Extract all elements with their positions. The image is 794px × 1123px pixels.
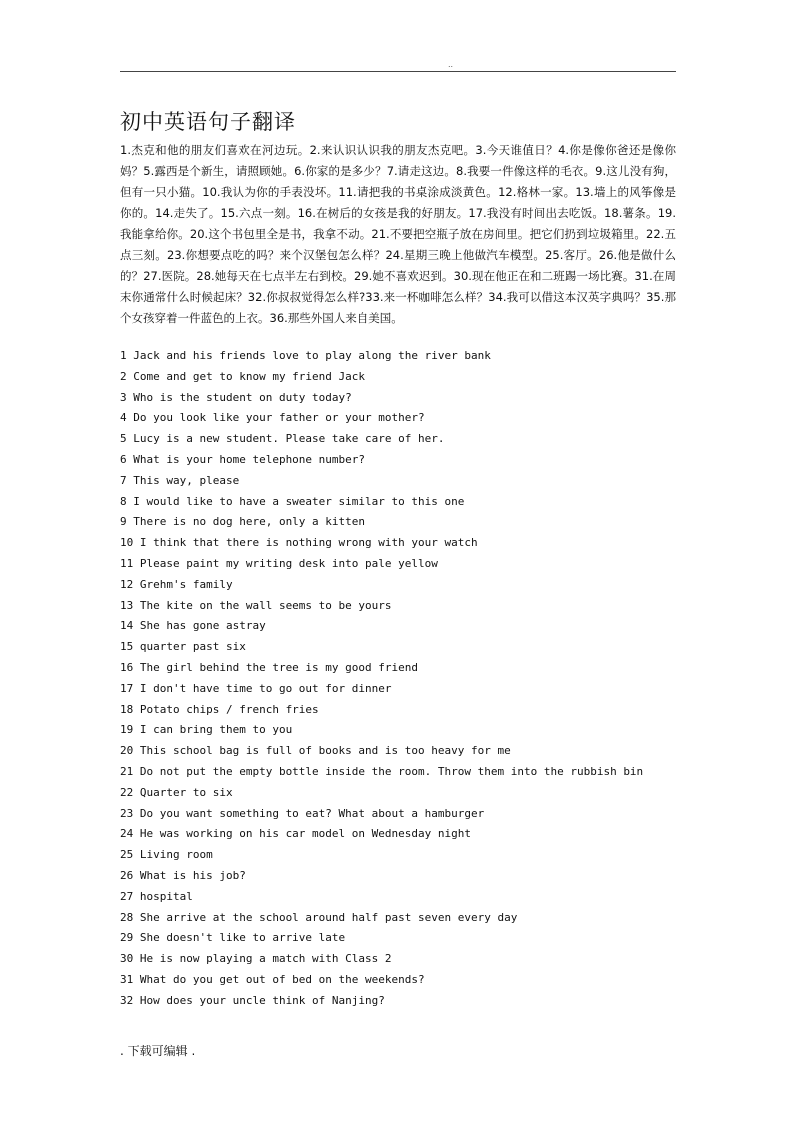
header-rule xyxy=(120,71,676,72)
english-sentence-item: 8 I would like to have a sweater similar to this one xyxy=(120,494,465,508)
english-sentence-item: 24 He was working on his car model on Wednesday night xyxy=(120,827,471,841)
english-sentence-item: 1 Jack and his friends love to play along the river bank xyxy=(120,349,491,362)
english-sentence-item: 23 Do you want something to eat? What about a hamburger xyxy=(120,806,485,820)
english-sentence-item: 21 Do not put the empty bottle inside the room. Throw them into the rubbish bin xyxy=(120,764,644,778)
page-title: 初中英语句子翻译 xyxy=(120,110,296,134)
english-sentence-item: 5 Lucy is a new student. Please take care of her. xyxy=(120,432,445,446)
english-sentence-item: 10 I think that there is nothing wrong with your watch xyxy=(120,536,478,550)
english-sentence-item: 14 She has gone astray xyxy=(120,619,266,633)
english-sentence-item: 2 Come and get to know my friend Jack xyxy=(120,369,366,383)
english-sentence-item: 29 She doesn't like to arrive late xyxy=(120,931,346,945)
english-sentence-item: 6 What is your home telephone number? xyxy=(120,452,366,466)
footer-text: . 下载可编辑 . xyxy=(120,1044,196,1058)
english-sentence-item: 31 What do you get out of bed on the weekends? xyxy=(120,972,425,986)
english-sentence-item: 19 I can bring them to you xyxy=(120,723,293,737)
english-sentence-item: 3 Who is the student on duty today? xyxy=(120,390,352,404)
english-sentence-item: 4 Do you look like your father or your mother? xyxy=(120,411,425,425)
english-sentence-item: 18 Potato chips / french fries xyxy=(120,702,319,716)
english-sentence-item: 22 Quarter to six xyxy=(120,785,233,799)
english-sentence-item: 32 How does your uncle think of Nanjing? xyxy=(120,993,385,1007)
english-sentence-item: 17 I don't have time to go out for dinner xyxy=(120,681,392,695)
english-sentence-item: 27 hospital xyxy=(120,889,193,903)
english-sentence-item: 26 What is his job? xyxy=(120,868,246,882)
english-sentence-item: 11 Please paint my writing desk into pale yellow xyxy=(120,556,438,570)
header-mark: .. xyxy=(448,60,454,69)
english-sentence-item: 30 He is now playing a match with Class 2 xyxy=(120,952,392,966)
english-sentence-item: 16 The girl behind the tree is my good friend xyxy=(120,660,419,674)
english-sentence-item: 7 This way, please xyxy=(120,473,240,487)
english-sentence-item: 9 There is no dog here, only a kitten xyxy=(120,515,366,529)
english-sentence-item: 12 Grehm's family xyxy=(120,577,233,591)
english-sentence-item: 20 This school bag is full of books and is too heavy for me xyxy=(120,744,511,758)
chinese-sentences-paragraph: 1.杰克和他的朋友们喜欢在河边玩。2.来认识认识我的朋友杰克吧。3.今天谁值日？4.你是像你爸还是像你妈？5.露西是个新生，请照顾她。6.你家的是多少？7.请走这边。8.我要一件像这样的毛衣。9.这儿没有狗，但有一只小猫。10.我认为你的手表没坏。11.请把我的书桌涂成淡黄色。12.格林一家。13.墙上的风筝像是你的。14.走失了。15.六点一刻。16.在树后的女孩是我的好朋友。17.我没有时间出去吃饭。18.薯条。19.我能拿给你。20.这个书包里全是书，我拿不动。21.不要把空瓶子放在房间里。把它们扔到垃圾箱里。22.五点三刻。23.你想要点吃的吗？来个汉堡包怎么样？24.星期三晚上他做汽车模型。25.客厅。26.他是做什么的？27.医院。28.她每天在七点半左右到校。29.她不喜欢迟到。30.现在他正在和二班踢一场比赛。31.在周末你通常什么时候起床？32.你叔叔觉得怎么样?33.来一杯咖啡怎么样？34.我可以借这本汉英字典吗？35.那个女孩穿着一件蓝色的上衣。36.那些外国人来自美国。 xyxy=(120,143,676,325)
english-sentence-item: 25 Living room xyxy=(120,848,213,862)
english-sentence-item: 13 The kite on the wall seems to be yours xyxy=(120,598,392,612)
english-sentence-list xyxy=(120,346,676,1012)
english-sentence-item: 15 quarter past six xyxy=(120,640,246,654)
english-sentence-item: 28 She arrive at the school around half past seven every day xyxy=(120,910,518,924)
